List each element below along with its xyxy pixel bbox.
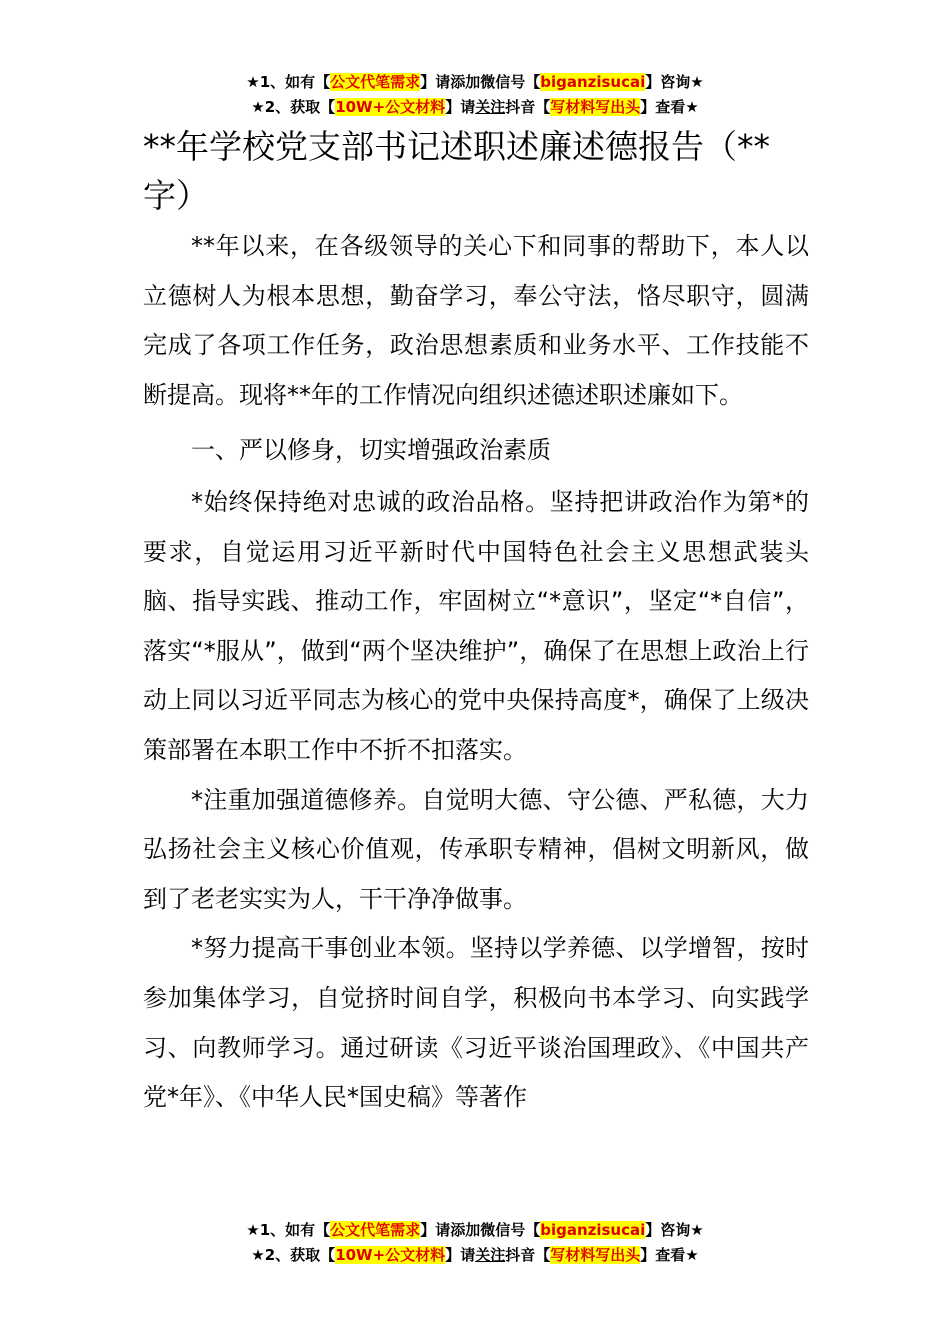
banner-line-1: ★1、如有【公文代笔需求】请添加微信号【biganzisucai】咨询★	[246, 73, 704, 91]
document-title: **年学校党支部书记述职述廉述德报告（**字）	[143, 127, 770, 215]
highlight-service: 公文代笔需求	[330, 1221, 421, 1239]
highlight-materials: 10W+公文材料	[335, 1246, 446, 1264]
paragraph-1: *始终保持绝对忠诚的政治品格。坚持把讲政治作为第*的要求，自觉运用习近平新时代中国特色社会主义思想武装头脑、指导实践、推动工作，牢固树立“*意识”，坚定“*自信”，落实“*服从”，做到“两个坚决维护”，确保了在思想上政治上行动上同以习近平同志为核心的党中央保持高度*，确保了上级决策部署在本职工作中不折不扣落实。	[143, 487, 809, 764]
banner-line-1: ★1、如有【公文代笔需求】请添加微信号【biganzisucai】咨询★	[246, 1221, 704, 1239]
top-banner	[0, 70, 950, 120]
highlight-materials: 10W+公文材料	[335, 98, 446, 116]
bottom-banner	[0, 1218, 950, 1268]
highlight-douyin: 写材料写出头	[550, 1246, 641, 1264]
highlight-wechat-id: biganzisucai	[540, 1221, 646, 1239]
banner-line-2: ★2、获取【10W+公文材料】请关注抖音【写材料写出头】查看★	[251, 1246, 699, 1264]
document-body	[143, 222, 809, 1123]
highlight-wechat-id: biganzisucai	[540, 73, 646, 91]
section-heading-1: 一、严以修身，切实增强政治素质	[191, 436, 551, 465]
paragraph-3: *努力提高干事创业本领。坚持以学养德、以学增智，按时参加集体学习，自觉挤时间自学，积极向书本学习、向实践学习、向教师学习。通过研读《习近平谈治国理政》、《中国共产党*年》、《中华人民*国史稿》等著作	[143, 934, 809, 1112]
highlight-service: 公文代笔需求	[330, 73, 421, 91]
highlight-douyin: 写材料写出头	[550, 98, 641, 116]
paragraph-2: *注重加强道德修养。自觉明大德、守公德、严私德，大力弘扬社会主义核心价值观，传承职专精神，倡树文明新风，做到了老老实实为人，干干净净做事。	[143, 785, 809, 913]
paragraph-intro: **年以来，在各级领导的关心下和同事的帮助下，本人以立德树人为根本思想，勤奋学习，奉公守法，恪尽职守，圆满完成了各项工作任务，政治思想素质和业务水平、工作技能不断提高。现将**年的工作情况向组织述德述职述廉如下。	[143, 232, 809, 409]
banner-line-2: ★2、获取【10W+公文材料】请关注抖音【写材料写出头】查看★	[251, 98, 699, 116]
